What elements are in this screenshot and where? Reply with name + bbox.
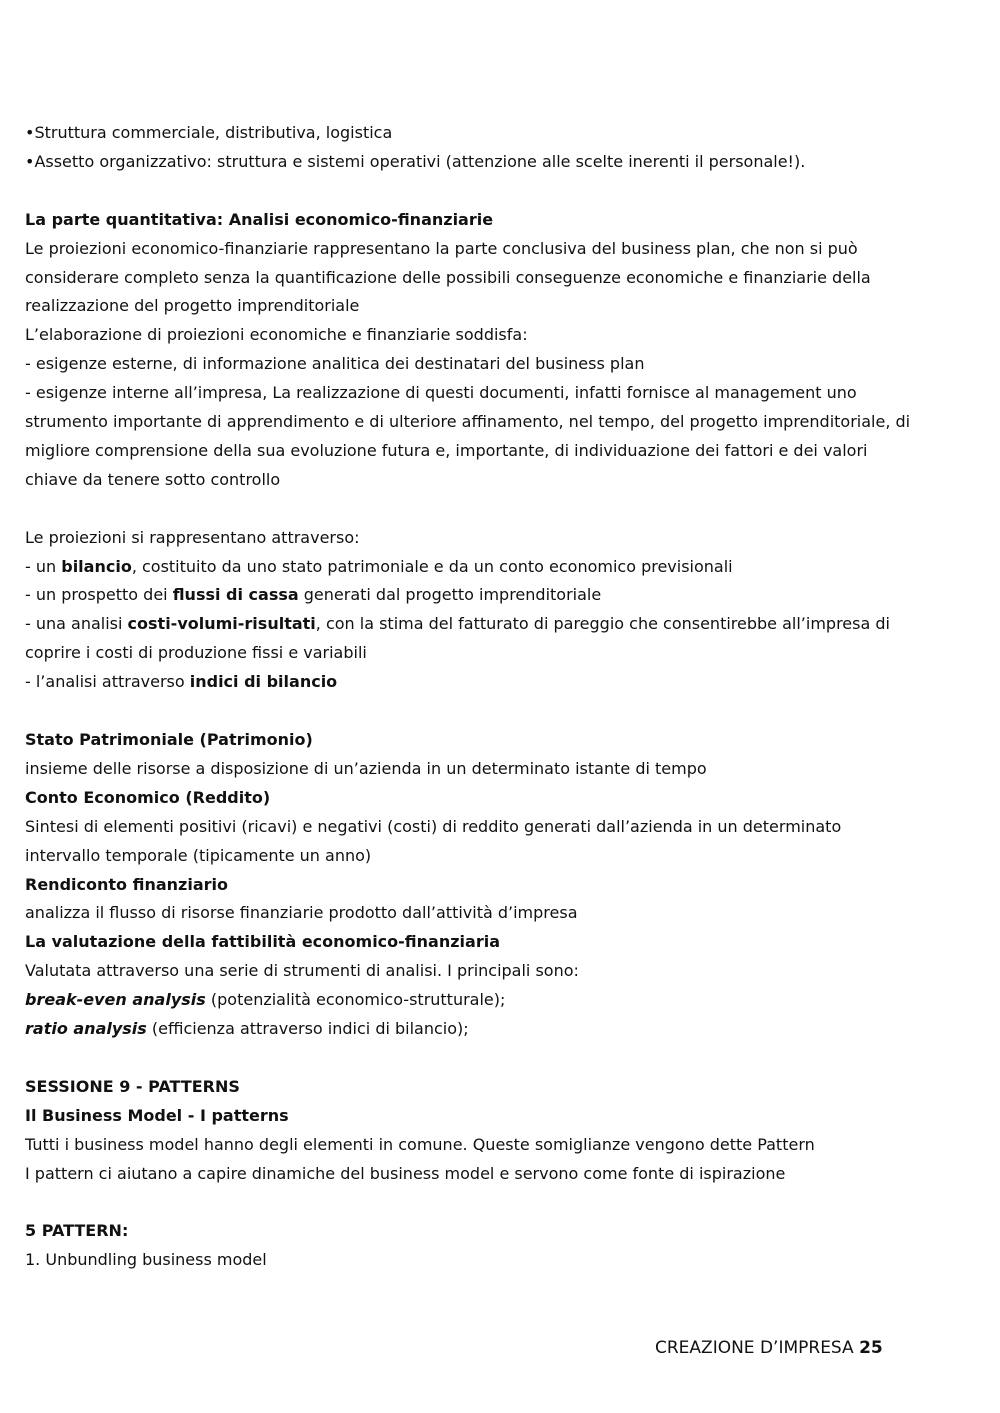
text-line: Tutti i business model hanno degli elementi in comune. Queste somiglianze vengono dette Pattern	[25, 1134, 815, 1154]
section-heading: Rendiconto finanziario	[25, 874, 228, 894]
text-line: •Struttura commerciale, distributiva, logistica	[25, 123, 393, 142]
text-line: - esigenze interne all’impresa, La realizzazione di questi documenti, infatti fornisce al management uno	[25, 383, 857, 403]
blank-line	[25, 697, 960, 726]
list-item: - l’analisi attraverso indici di bilancio	[25, 672, 338, 692]
text-line: I pattern ci aiutano a capire dinamiche del business model e servono come fonte di ispirazione	[25, 1163, 786, 1183]
text-line: strumento importante di apprendimento e di ulteriore affinamento, nel tempo, del progetto imprenditoriale, di	[25, 412, 911, 432]
blank-line	[25, 495, 960, 524]
section-heading: 5 PATTERN:	[25, 1221, 129, 1241]
list-item: - una analisi costi-volumi-risultati, con la stima del fatturato di pareggio che consentirebbe all’impresa di	[25, 614, 890, 634]
section-heading: SESSIONE 9 - PATTERNS	[25, 1076, 240, 1096]
text-line: chiave da tenere sotto controllo	[25, 469, 281, 489]
blank-line	[25, 1044, 960, 1073]
section-heading: La valutazione della fattibilità economico-finanziaria	[25, 932, 500, 952]
section-heading: Il Business Model - I patterns	[25, 1105, 289, 1125]
text-line: intervallo temporale (tipicamente un anno)	[25, 845, 372, 865]
text-line: L’elaborazione di proiezioni economiche e finanziarie soddisfa:	[25, 325, 528, 345]
text-line: Valutata attraverso una serie di strumenti di analisi. I principali sono:	[25, 961, 579, 981]
text-line: analizza il flusso di risorse finanziarie prodotto dall’attività d’impresa	[25, 903, 578, 923]
section-heading: La parte quantitativa: Analisi economico-finanziarie	[25, 209, 494, 229]
text-line: Sintesi di elementi positivi (ricavi) e negativi (costi) di reddito generati dall’azienda in un determinato	[25, 816, 842, 836]
list-item: - un bilancio, costituito da uno stato patrimoniale e da un conto economico previsionali	[25, 556, 733, 576]
text-line: insieme delle risorse a disposizione di un’azienda in un determinato istante di tempo	[25, 758, 707, 778]
text-line: considerare completo senza la quantificazione delle possibili conseguenze economiche e finanziarie della	[25, 267, 871, 287]
page-footer	[655, 1334, 883, 1362]
text-line: realizzazione del progetto imprenditoriale	[25, 296, 360, 316]
text-line: Le proiezioni si rappresentano attraverso:	[25, 527, 360, 547]
list-item: - un prospetto dei flussi di cassa generati dal progetto imprenditoriale	[25, 585, 602, 605]
text-line: coprire i costi di produzione fissi e variabili	[25, 643, 367, 663]
list-item: 1. Unbundling business model	[25, 1250, 267, 1270]
list-item: ratio analysis (efficienza attraverso indici di bilancio);	[25, 1019, 469, 1039]
section-heading: Conto Economico (Reddito)	[25, 787, 271, 807]
footer-title: CREAZIONE D’IMPRESA	[655, 1338, 860, 1358]
page-content	[25, 119, 960, 1275]
list-item: break-even analysis (potenzialità economico-strutturale);	[25, 990, 506, 1010]
text-line: migliore comprensione della sua evoluzione futura e, importante, di individuazione dei fattori e dei valori	[25, 440, 868, 460]
page-number: 25	[859, 1338, 883, 1358]
blank-line	[25, 177, 960, 206]
text-line: - esigenze esterne, di informazione analitica dei destinatari del business plan	[25, 354, 645, 374]
text-line: •Assetto organizzativo: struttura e sistemi operativi (attenzione alle scelte inerenti il personale!).	[25, 151, 806, 171]
section-heading: Stato Patrimoniale (Patrimonio)	[25, 729, 313, 749]
blank-line	[25, 1188, 960, 1217]
text-line: Le proiezioni economico-finanziarie rappresentano la parte conclusiva del business plan, che non si può	[25, 238, 858, 258]
